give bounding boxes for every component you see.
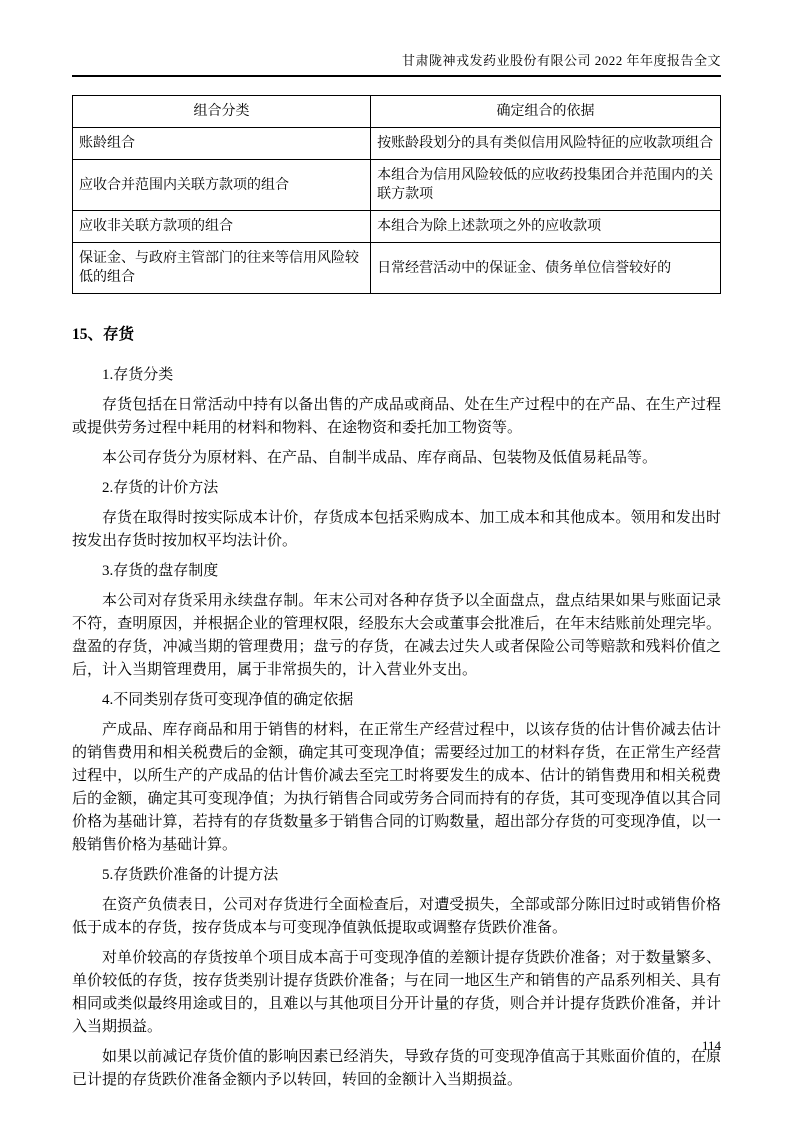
paragraph: 产成品、库存商品和用于销售的材料，在正常生产经营过程中，以该存货的估计售价减去估计的销售费用和相关税费后的金额，确定其可变现净值；需要经过加工的材料存货，在正常生产经营过程中，以所生产的产成品的估计售价减去至完工时将要发生的成本、估计的销售费用和相关税费后的金额，确定其可变现净值；为执行销售合同或劳务合同而持有的存货，其可变现净值以其合同价格为基础计算，若持有的存货数量多于销售合同的订购数量，超出部分存货的可变现净值，以一般销售价格为基础计算。 [72, 722, 721, 853]
paragraph: 存货在取得时按实际成本计价，存货成本包括采购成本、加工成本和其他成本。领用和发出时按发出存货时按加权平均法计价。 [72, 510, 721, 549]
paragraph: 本公司对存货采用永续盘存制。年末公司对各种存货予以全面盘点，盘点结果如果与账面记录不符，查明原因，并根据企业的管理权限，经股东大会或董事会批准后，在年末结账前处理完毕。盘盈的存货，冲减当期的管理费用；盘亏的存货，在减去过失人或者保险公司等赔款和残料价值之后，计入当期管理费用，属于非常损失的，计入营业外支出。 [72, 593, 721, 678]
table-cell-basis: 本组合为除上述款项之外的应收款项 [371, 211, 721, 243]
paragraph: 在资产负债表日，公司对存货进行全面检查后，对遭受损失，全部或部分陈旧过时或销售价格低于成本的存货，按存货成本与可变现净值孰低提取或调整存货跌价准备。 [72, 897, 721, 936]
table-row [73, 243, 721, 294]
table-cell-class: 应收合并范围内关联方款项的组合 [73, 160, 371, 211]
sub-item-3: 3.存货的盘存制度 [102, 563, 219, 579]
table-row [73, 160, 721, 211]
page-number: 114 [701, 1038, 721, 1053]
table-header-row [73, 96, 721, 128]
sub-item-2: 2.存货的计价方法 [102, 480, 219, 496]
table-row [73, 211, 721, 243]
table-header-portfolio-basis: 确定组合的依据 [371, 96, 721, 128]
paragraph: 存货包括在日常活动中持有以备出售的产成品或商品、处在生产过程中的在产品、在生产过程或提供劳务过程中耗用的材料和物料、在途物资和委托加工物资等。 [72, 397, 721, 436]
table-cell-basis: 日常经营活动中的保证金、债务单位信誉较好的 [371, 243, 721, 294]
table-cell-class: 保证金、与政府主管部门的往来等信用风险较低的组合 [73, 243, 371, 294]
paragraph: 对单价较高的存货按单个项目成本高于可变现净值的差额计提存货跌价准备；对于数量繁多、单价较低的存货，按存货类别计提存货跌价准备；与在同一地区生产和销售的产品系列相关、具有相同或类似最终用途或目的，且难以与其他项目分开计量的存货，则合并计提存货跌价准备，并计入当期损益。 [72, 950, 721, 1035]
table-cell-basis: 本组合为信用风险较低的应收药投集团合并范围内的关联方款项 [371, 160, 721, 211]
section-heading-inventories: 15、存货 [72, 326, 135, 343]
sub-item-4: 4.不同类别存货可变现净值的确定依据 [102, 692, 354, 708]
paragraph: 本公司存货分为原材料、在产品、自制半成品、库存商品、包装物及低值易耗品等。 [102, 450, 658, 466]
table-row [73, 128, 721, 160]
sub-item-5: 5.存货跌价准备的计提方法 [102, 867, 279, 883]
table-cell-class: 账龄组合 [73, 128, 371, 160]
portfolio-table [72, 95, 721, 294]
table-cell-basis: 按账龄段划分的具有类似信用风险特征的应收款项组合 [371, 128, 721, 160]
table-header-portfolio-class: 组合分类 [73, 96, 371, 128]
sub-item-1: 1.存货分类 [102, 367, 174, 383]
report-header-title: 甘肃陇神戎发药业股份有限公司 2022 年年度报告全文 [72, 50, 721, 77]
paragraph: 如果以前减记存货价值的影响因素已经消失，导致存货的可变现净值高于其账面价值的，在原已计提的存货跌价准备金额内予以转回，转回的金额计入当期损益。 [72, 1049, 721, 1088]
table-cell-class: 应收非关联方款项的组合 [73, 211, 371, 243]
page-content [72, 95, 721, 1099]
